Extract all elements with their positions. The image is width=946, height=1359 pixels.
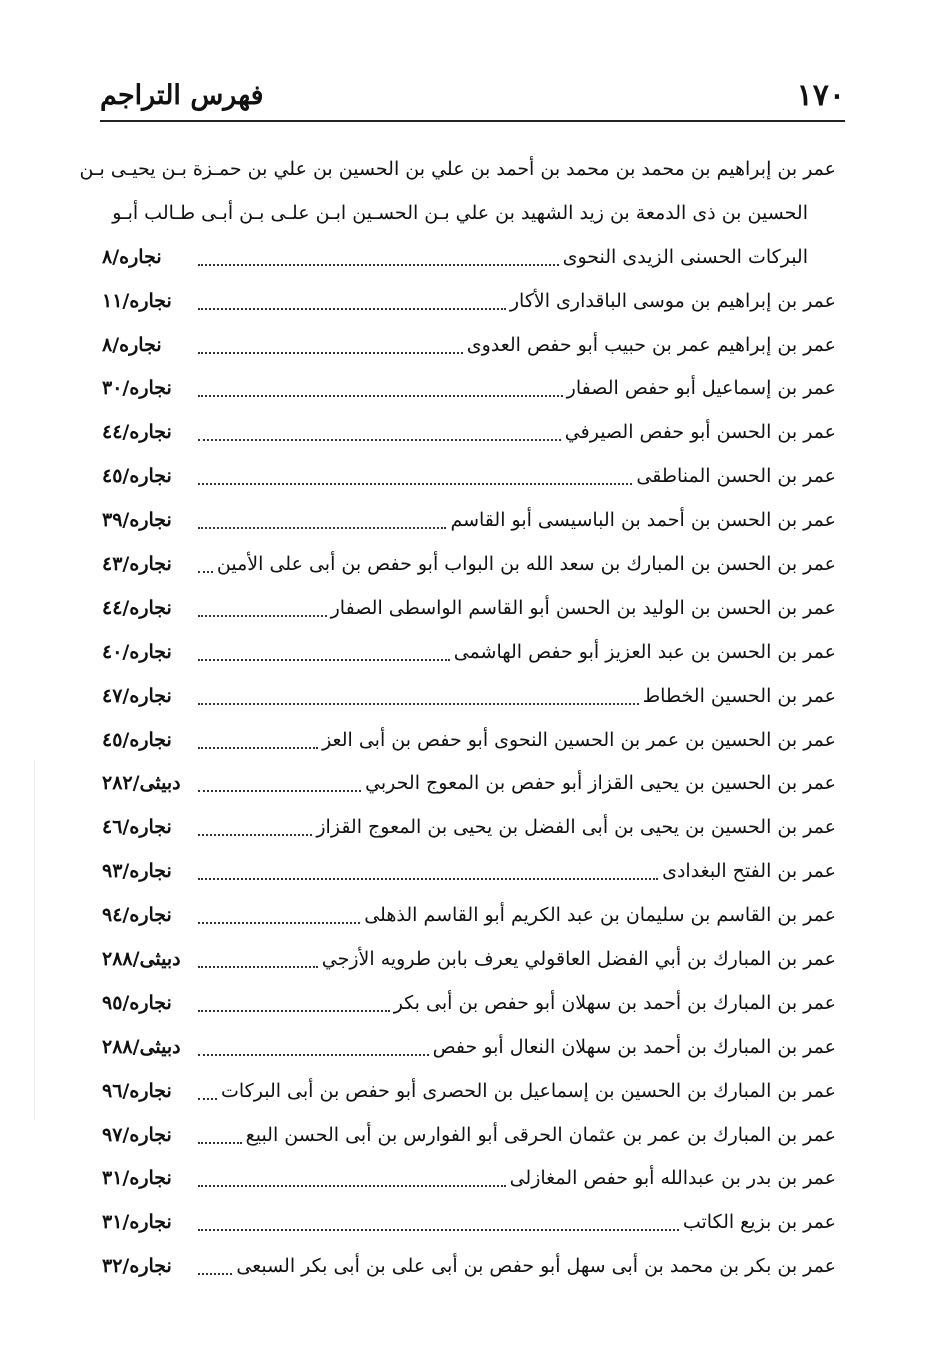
dot-leader xyxy=(198,832,312,836)
entry-name: عمر بن الحسن بن المبارك بن سعد الله بن البواب أبو حفص بن أبى على الأمين xyxy=(216,553,836,576)
index-entry xyxy=(102,762,836,806)
dot-leader xyxy=(198,1271,232,1275)
entry-name: عمر بن المبارك بن أبي الفضل العاقولي يعرف بابن طرويه الأزجي xyxy=(321,948,836,971)
entry-reference: نجاره/٩٥ xyxy=(102,991,172,1014)
entry-name: عمر بن الحسين الخطاط xyxy=(642,684,836,707)
dot-leader xyxy=(198,920,360,924)
entry-reference: نجاره/٤٣ xyxy=(102,553,172,576)
entry-reference: نجاره/٣١ xyxy=(102,1211,172,1234)
index-entry xyxy=(102,938,836,982)
page-number: ١٧٠ xyxy=(796,78,845,113)
entry-name: عمر بن الحسين بن يحيى بن أبى الفضل بن يحيى بن المعوج القزاز xyxy=(316,816,836,839)
entry-name: الحسين بن ذى الدمعة بن زيد الشهيد بن علي بـن الحسـين ابـن علـى بـن أبـى طـالب أبـو xyxy=(112,201,808,224)
entry-reference: دبيثى/٢٨٨ xyxy=(102,1035,181,1058)
index-entry xyxy=(79,148,836,192)
entry-name: عمر بن الحسن بن عبد العزيز أبو حفص الهاشمى xyxy=(453,640,836,663)
dot-leader xyxy=(198,1052,429,1056)
index-entry xyxy=(102,543,836,587)
entry-reference: نجاره/٤٦ xyxy=(102,816,172,839)
entry-reference: نجاره/١١ xyxy=(102,289,172,312)
dot-leader xyxy=(198,745,318,749)
entry-reference: نجاره/٩٤ xyxy=(102,904,172,927)
index-entry xyxy=(102,324,836,368)
dot-leader xyxy=(198,1183,506,1187)
entry-reference: نجاره/٩٧ xyxy=(102,1123,172,1146)
entry-reference: دبيثى/٢٨٢ xyxy=(102,772,181,795)
entry-name: عمر بن إسماعيل أبو حفص الصفار xyxy=(566,377,836,400)
entry-name: عمر بن الحسن بن أحمد بن الباسيسى أبو القاسم xyxy=(450,509,836,532)
entry-reference: نجاره/٩٦ xyxy=(102,1079,172,1102)
entry-reference: نجاره/٣١ xyxy=(102,1167,172,1190)
index-entry xyxy=(102,411,836,455)
entry-name: عمر بن إبراهيم بن موسى الباقدارى الأكار xyxy=(509,289,836,312)
dot-leader xyxy=(198,613,327,617)
entry-reference: نجاره/٤٥ xyxy=(102,728,172,751)
index-entry xyxy=(102,850,836,894)
entry-name: عمر بن بكر بن محمد بن أبى سهل أبو حفص بن أبى على بن أبى بكر السبعى xyxy=(236,1255,836,1278)
entry-name: عمر بن الحسن المناطقى xyxy=(636,465,836,488)
entry-reference: نجاره/٤٤ xyxy=(102,596,172,619)
index-entry xyxy=(102,455,836,499)
index-entry xyxy=(102,1114,836,1158)
entry-name: عمر بن الفتح البغدادى xyxy=(662,860,836,883)
entry-name: عمر بن الحسين بن يحيى القزاز أبو حفص بن المعوج الحربي xyxy=(365,772,836,795)
dot-leader xyxy=(198,481,632,485)
dot-leader xyxy=(198,964,318,968)
index-entry xyxy=(102,806,836,850)
index-entry xyxy=(102,631,836,675)
index-entry xyxy=(102,192,836,236)
index-entry xyxy=(102,499,836,543)
entry-reference: نجاره/٩٣ xyxy=(102,860,172,883)
dot-leader xyxy=(198,1008,390,1012)
entry-reference: نجاره/٤٧ xyxy=(102,684,172,707)
dot-leader xyxy=(198,1227,679,1231)
index-entry xyxy=(102,587,836,631)
entry-name: عمر بن المبارك بن الحسين بن إسماعيل بن الحصرى أبو حفص بن أبى البركات xyxy=(221,1079,836,1102)
entry-name: عمر بن الحسين بن عمر بن الحسين النحوى أبو حفص بن أبى العز xyxy=(322,728,836,751)
page-header xyxy=(100,76,845,122)
entry-name: عمر بن المبارك بن أحمد بن سهلان النعال أبو حفص xyxy=(432,1035,836,1058)
entry-name: عمر بن إبراهيم بن محمد بن محمد بن أحمد بن علي بن الحسين بن علي بن حمـزة بـن يحيـى بـن xyxy=(79,158,836,180)
dot-leader xyxy=(198,788,361,792)
entry-name: عمر بن بدر بن عبدالله أبو حفص المغازلى xyxy=(509,1167,836,1190)
dot-leader xyxy=(198,1140,242,1144)
dot-leader xyxy=(198,525,446,529)
dot-leader xyxy=(198,262,559,266)
scan-margin-line xyxy=(34,760,35,1120)
index-entry xyxy=(102,719,836,763)
index-entry xyxy=(102,1157,836,1201)
dot-leader xyxy=(198,393,563,397)
entry-name: البركات الحسنى الزيدى النحوى xyxy=(562,245,808,268)
dot-leader xyxy=(198,1096,217,1100)
entry-reference: نجاره/٨ xyxy=(102,333,162,356)
entry-reference: نجاره/٤٤ xyxy=(102,421,172,444)
entry-reference: نجاره/٤٥ xyxy=(102,465,172,488)
index-entry xyxy=(102,1026,836,1070)
biography-index-list xyxy=(79,148,836,1289)
entry-reference: دبيثى/٢٨٨ xyxy=(102,948,181,971)
entry-reference: نجاره/٣٩ xyxy=(102,509,172,532)
entry-name: عمر بن القاسم بن سليمان بن عبد الكريم أبو القاسم الذهلى xyxy=(364,904,836,927)
entry-reference: نجاره/٣٠ xyxy=(102,377,172,400)
index-entry xyxy=(102,236,836,280)
dot-leader xyxy=(198,437,561,441)
entry-name: عمر بن الحسن بن الوليد بن الحسن أبو القاسم الواسطى الصفار xyxy=(330,596,836,619)
entry-name: عمر بن الحسن أبو حفص الصيرفي xyxy=(564,421,836,444)
index-entry xyxy=(102,894,836,938)
dot-leader xyxy=(198,306,506,310)
running-title: فهرس التراجم xyxy=(100,80,264,111)
index-entry xyxy=(102,982,836,1026)
entry-reference: نجاره/٨ xyxy=(102,245,162,268)
index-entry xyxy=(102,1245,836,1289)
entry-name: عمر بن المبارك بن عمر بن عثمان الحرقى أبو الفوارس بن أبى الحسن البيع xyxy=(245,1123,836,1146)
index-entry xyxy=(102,367,836,411)
entry-reference: نجاره/٤٠ xyxy=(102,640,172,663)
index-entry xyxy=(102,280,836,324)
entry-name: عمر بن المبارك بن أحمد بن سهلان أبو حفص بن أبى بكر xyxy=(393,991,836,1014)
dot-leader xyxy=(198,350,463,354)
dot-leader xyxy=(198,701,639,705)
index-entry xyxy=(102,1201,836,1245)
dot-leader xyxy=(198,876,658,880)
index-entry xyxy=(102,675,836,719)
dot-leader xyxy=(198,569,213,573)
dot-leader xyxy=(198,657,450,661)
index-entry xyxy=(102,1070,836,1114)
entry-reference: نجاره/٣٢ xyxy=(102,1255,172,1278)
entry-name: عمر بن بزيع الكاتب xyxy=(682,1211,836,1234)
entry-name: عمر بن إبراهيم عمر بن حبيب أبو حفص العدوى xyxy=(466,333,836,356)
